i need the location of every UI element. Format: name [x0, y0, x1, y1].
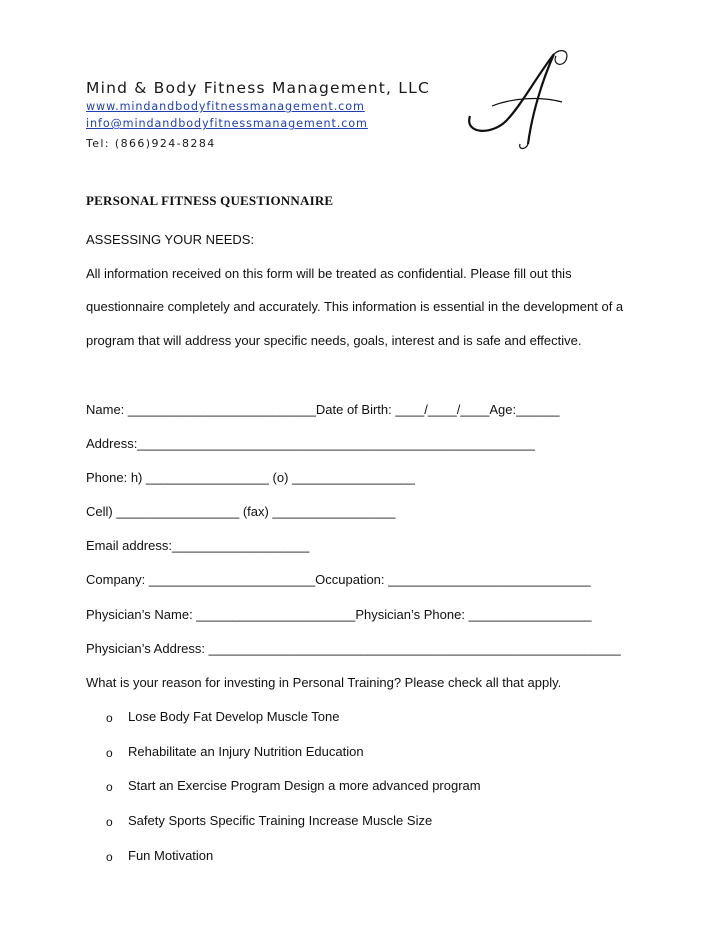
form-title: PERSONAL FITNESS QUESTIONNAIRE [86, 193, 334, 208]
checkbox-bullet[interactable]: o [106, 711, 113, 725]
physician-name-phone-field[interactable]: Physician’s Name: ______________________Physician’s Phone: _________________ [86, 607, 592, 622]
physician-address-field[interactable]: Physician’s Address: _________________________________________________________ [86, 641, 621, 656]
checkbox-bullet[interactable]: o [106, 746, 113, 760]
option-safety-sports: Safety Sports Specific Training Increase Muscle Size [128, 813, 433, 828]
name-dob-age-field[interactable]: Name: __________________________Date of Birth: ____/____/____Age:______ [86, 402, 560, 417]
option-fun-motivation: Fun Motivation [128, 848, 214, 863]
email-field[interactable]: Email address:___________________ [86, 538, 310, 553]
section-heading: ASSESSING YOUR NEEDS: [86, 232, 255, 247]
email-link[interactable]: info@mindandbodyfitnessmanagement.com [86, 117, 368, 130]
option-injury-nutrition: Rehabilitate an Injury Nutrition Education [128, 744, 364, 759]
option-exercise-program: Start an Exercise Program Design a more advanced program [128, 778, 481, 793]
company-header [86, 78, 430, 152]
option-fat-tone: Lose Body Fat Develop Muscle Tone [128, 709, 340, 724]
reason-question: What is your reason for investing in Personal Training? Please check all that apply. [86, 675, 562, 690]
checkbox-bullet[interactable]: o [106, 815, 113, 829]
checkbox-bullet[interactable]: o [106, 850, 113, 864]
phone-field[interactable]: Phone: h) _________________ (o) _________________ [86, 470, 415, 485]
phone-number: Tel: (866)924-8284 [86, 137, 216, 150]
company-occupation-field[interactable]: Company: _______________________Occupation: ____________________________ [86, 572, 591, 587]
cell-fax-field[interactable]: Cell) _________________ (fax) _________________ [86, 504, 396, 519]
script-a-logo [462, 46, 574, 154]
intro-line-1: All information received on this form will be treated as confidential. Please fill out this [86, 266, 572, 281]
checkbox-bullet[interactable]: o [106, 780, 113, 794]
website-link[interactable]: www.mindandbodyfitnessmanagement.com [86, 100, 365, 113]
intro-line-2: questionnaire completely and accurately. This information is essential in the development of a [86, 299, 624, 314]
intro-line-3: program that will address your specific needs, goals, interest and is safe and effective. [86, 333, 582, 348]
company-name: Mind & Body Fitness Management, LLC [86, 79, 431, 97]
address-field[interactable]: Address:_______________________________________________________ [86, 436, 535, 451]
